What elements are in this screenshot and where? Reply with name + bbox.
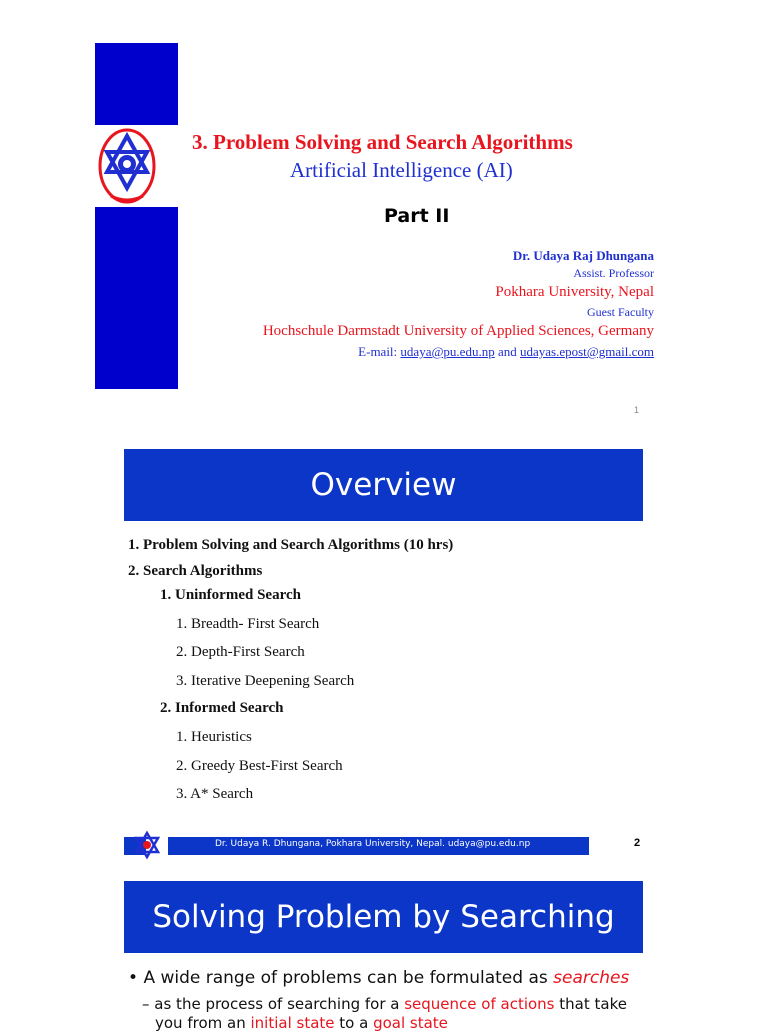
overview-item: 2. Depth-First Search [176,644,305,660]
email-label: E-mail: [358,344,398,359]
footer-text: Dr. Udaya R. Dhungana, Pokhara University, Nepal. udaya@pu.edu.np [215,839,531,849]
author-position: Assist. Professor [573,266,654,280]
bullet-highlight: searches [553,968,630,988]
sub-bullet-continued [155,1014,448,1032]
solving-heading: Solving Problem by Searching [152,899,615,935]
sub-bullet-highlight: goal state [373,1014,448,1032]
overview-item: 1. Problem Solving and Search Algorithms (10 hrs) [128,537,454,553]
overview-heading: Overview [310,467,457,503]
footer-logo-icon [130,828,164,862]
overview-item: 2. Greedy Best-First Search [176,758,343,774]
overview-item: 1. Breadth- First Search [176,616,320,632]
email-link-primary[interactable]: udaya@pu.edu.np [400,344,495,359]
part-label: Part II [384,205,450,227]
bullet-point [128,968,629,988]
sub-bullet-text: you from an [155,1014,251,1032]
title-slide-bar-top [95,43,178,125]
overview-item: 1. Heuristics [176,729,252,745]
presentation-title: 3. Problem Solving and Search Algorithms [192,130,573,154]
university-logo-icon [97,124,157,208]
bullet-icon: • [128,968,144,988]
bullet-text: A wide range of problems can be formulated as [143,968,554,988]
overview-item: 1. Uninformed Search [160,587,301,603]
sub-bullet-text: that take [554,995,627,1013]
guest-university: Hochschule Darmstadt University of Applied Sciences, Germany [262,323,654,339]
overview-item: 2. Search Algorithms [128,563,263,579]
guest-label: Guest Faculty [587,305,654,319]
title-slide-bar-bottom [95,207,178,389]
dash-icon: – [142,995,155,1013]
solving-heading-banner [124,881,643,953]
sub-bullet-text: as the process of searching for a [154,995,405,1013]
overview-item: 3. Iterative Deepening Search [176,673,355,689]
sub-bullet-highlight: sequence of actions [404,995,555,1013]
email-link-secondary[interactable]: udayas.epost@gmail.com [520,344,654,359]
sub-bullet-text: to a [334,1014,374,1032]
author-name: Dr. Udaya Raj Dhungana [512,248,654,263]
page-number-1: 1 [634,405,640,415]
presentation-subtitle: Artificial Intelligence (AI) [290,158,513,182]
overview-item: 2. Informed Search [160,700,284,716]
overview-item: 3. A* Search [176,786,254,802]
sub-bullet [142,995,627,1013]
sub-bullet-highlight: initial state [250,1014,335,1032]
author-university: Pokhara University, Nepal [495,284,654,300]
page-number-2: 2 [634,837,641,849]
email-line [358,344,654,360]
overview-heading-banner [124,449,643,521]
email-and: and [497,344,517,359]
